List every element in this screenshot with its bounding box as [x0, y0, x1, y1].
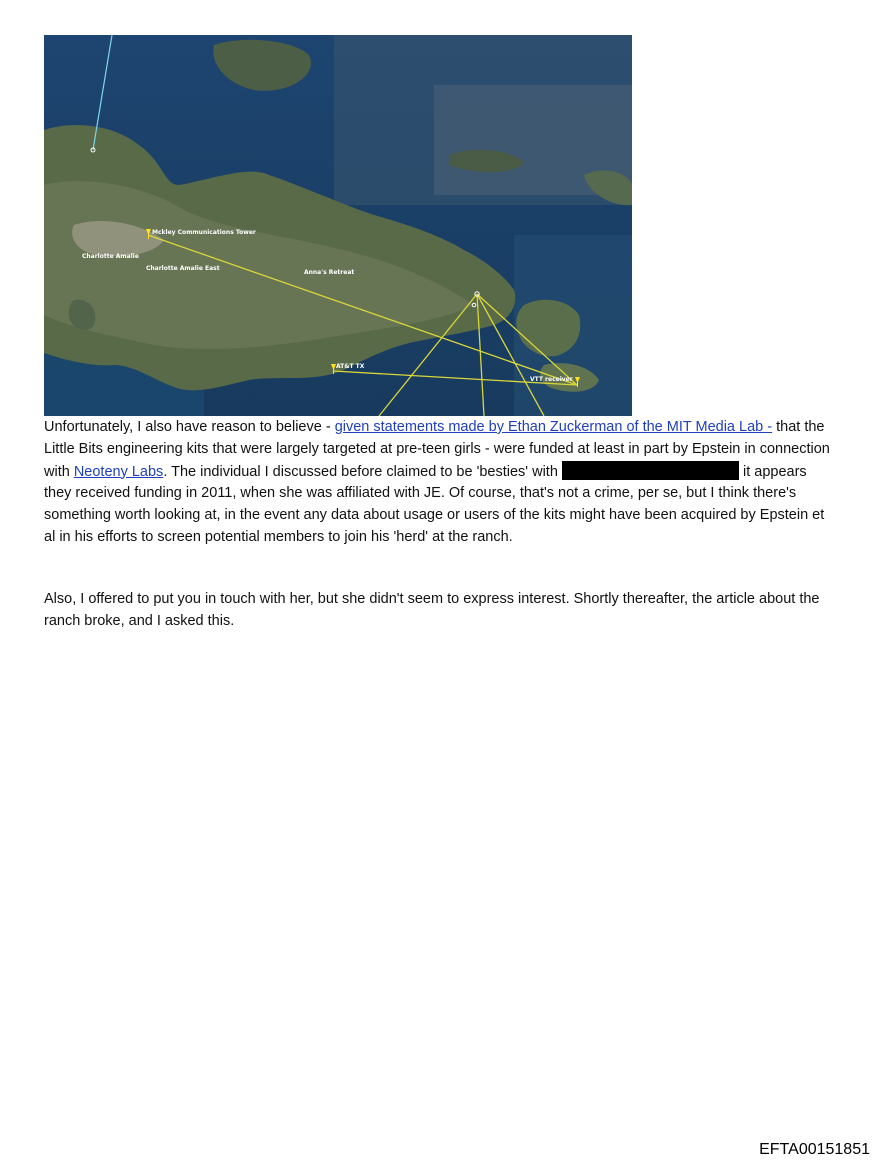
map-label-att-tx: AT&T TX	[336, 363, 365, 370]
neoteny-labs-link[interactable]: Neoteny Labs	[73, 463, 164, 480]
body-paragraph-2: Also, I offered to put you in touch with her, but she didn't seem to express interest. Shortly thereafter, the article about the ranch broke, and I asked this.	[44, 591, 820, 629]
body-paragraph-1	[44, 417, 834, 549]
redaction-block	[562, 461, 594, 480]
map-label-annas-retreat: Anna's Retreat	[304, 269, 355, 276]
map-label-vtt-receiver: VTT receiver	[530, 376, 573, 383]
satellite-map-image	[44, 35, 632, 416]
document-id-footer: EFTA00151851	[759, 1141, 870, 1158]
paragraph-after-redaction: it appears they received funding in 2011, when she was affiliated with JE. Of course, that's not a crime, per se, but I think there's something worth looking at, in the event any data about usage or users of the kits might have been acquired by Epstein et al in his efforts to screen potential members to join his 'herd' at the ranch.	[44, 463, 825, 545]
map-label-tower: Mckley Communications Tower	[152, 229, 256, 236]
redaction-block	[594, 461, 739, 480]
paragraph-after-link: . The individual I discussed before claimed to be 'besties' with	[163, 463, 562, 480]
map-label-charlotte-amalie-east: Charlotte Amalie East	[146, 265, 220, 272]
paragraph-middle: that the Little Bits engineering kits that were largely targeted at pre-teen girls - were funded at least in part by Epstein in connection with	[44, 419, 830, 480]
paragraph-intro: Unfortunately, I also have reason to believe -	[44, 419, 335, 435]
zuckerman-statements-link[interactable]: given statements made by Ethan Zuckerman of the MIT Media Lab -	[334, 419, 773, 435]
map-label-charlotte-amalie: Charlotte Amalie	[82, 253, 139, 260]
